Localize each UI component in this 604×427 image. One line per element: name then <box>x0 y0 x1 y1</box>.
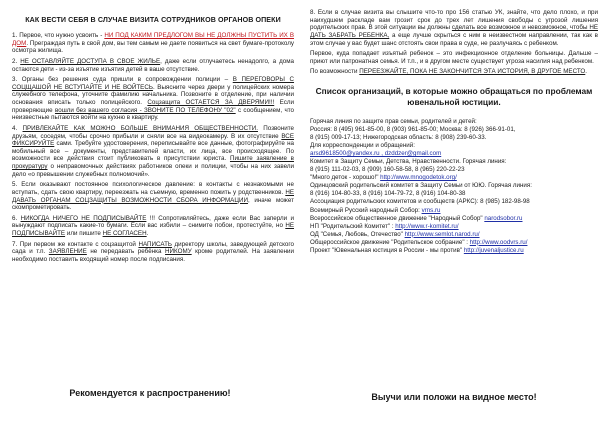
highlight: В ПЕРЕГОВОРЫ С СОЦЩАШОЙ НЕ ВСТУПАЙТЕ И НЕ ВОЙТЕСЬ <box>12 76 295 91</box>
text: НП "Родительский Комитет" : <box>310 222 396 230</box>
text: Если проверяющие <box>12 99 294 114</box>
org-line: 8 (915) 111-02-03, 8 (909) 160-58-58, 8 (965) 220-22-23 <box>310 166 465 174</box>
org-line: 8 (916) 104-80-33, 8 (916) 104-79-72, 8 (916) 104-80-38 <box>310 190 466 198</box>
left-column <box>0 0 300 427</box>
text: . Преграждая путь в свой дом, вы тем самым не даете появиться на свет бумаге-протоколу осмотра жилища. <box>12 39 294 55</box>
text: 5. Если оказывают постоянное психологическое давление: в контакты с незнакомыми не вступать, сдать свою квартиру, переезжать на съемную, временно пожить у родственников. <box>12 181 294 196</box>
org-line: Горячая линия по защите прав семьи, родителей и детей: <box>310 117 477 125</box>
text: Позвоните друзьям, соседям, чтобы срочно прибыли и сняли все на видеокамеру. В их отсутствие <box>12 124 294 140</box>
text: , иначе может скомпрометировать. <box>12 196 294 212</box>
org-line: Комитет в Защиту Семьи, Детства, Нравственности. Горячая линия: <box>310 158 507 166</box>
text: 7. При первом же контакте с соцзащитой <box>12 240 139 248</box>
text: сами. Требуйте удостоверения, переписывайте все данные, фотографируйте на мобильный все – документы, представителей власти, их лица, все происходящее. По возможности все действия стоит публиковать в присутствии юриста. <box>12 140 294 163</box>
highlight: НИ ПОД КАКИМ ПРЕДЛОГОМ ВЫ НЕ ДОЛЖНЫ ПУСТИТЬ ИХ В ДОМ <box>12 32 294 47</box>
org-juvenal <box>310 247 598 255</box>
highlight: НЕ СОГЛАСЕН <box>102 230 147 237</box>
paragraph-5 <box>12 181 294 212</box>
page-title: КАК ВЕСТИ СЕБЯ В СЛУЧАЕ ВИЗИТА СОТРУДНИКОВ ОРГАНОВ ОПЕКИ <box>25 16 281 24</box>
text: !!! Сопротивляйтесь, даже если Вас заперли и вынуждают подписать какие-то бумаги. Если вас избили – снимите побои, протестуйте, но <box>12 214 295 230</box>
paragraph-2 <box>12 58 294 73</box>
paragraph-4 <box>12 125 294 178</box>
highlight: ПЕРЕЕЗЖАЙТЕ, ПОКА НЕ ЗАКОНЧИТСЯ ЭТА ИСТОРИЯ, В ДРУГОЕ МЕСТО <box>359 68 586 76</box>
juvenaljustice-link[interactable]: http://juvenaljustice.ru <box>463 246 524 254</box>
text: Общероссийское движение "Родительское собрание" : <box>310 238 470 246</box>
text: директору школы, заведующей детского сада и т.п. <box>12 240 294 256</box>
text: "Много деток - хорошо!" <box>310 174 381 182</box>
text: 3. Органы без решения суда пришли в сопровождении полиции – <box>12 76 233 84</box>
text: . Выясните через двери у полицейских номера служебного телефона, уточните фамилию начальника. Позвоните в отделение, при наличии основания вписать только полицейского. <box>12 83 294 106</box>
text: . <box>585 68 588 76</box>
org-sobor <box>310 215 598 223</box>
highlight: вошли без вашего согласия - ЗВОНИТЕ ПО ТЕЛЕФОНУ "02" <box>54 106 236 114</box>
text: с сообщением, что неизвестные пытаются войти на кухню в квартиру. <box>12 106 294 122</box>
org-oodvrs <box>310 239 598 247</box>
paragraph-10 <box>310 68 598 76</box>
org-line: Для корреспонденции и обращений: <box>310 142 415 150</box>
text: 4. <box>12 124 23 132</box>
text: или пишите <box>65 230 103 237</box>
highlight: НЕ ОСТАВЛЯЙТЕ ДОСТУПА В СВОЕ ЖИЛЬЕ <box>20 57 161 65</box>
org-vrns <box>310 207 598 215</box>
org-rkomitet <box>310 223 598 231</box>
text: Всемирный Русский народный Собор: <box>310 206 422 214</box>
oodvrs-link[interactable]: http://www.oodvrs.ru/ <box>469 238 528 246</box>
text: 6. <box>12 214 21 222</box>
text: . <box>146 230 149 237</box>
org-line: Ассоциация родительских комитетов и сообществ (АРКС): 8 (985) 182-98-98 <box>310 198 530 206</box>
highlight: Соцзащита ОСТАЕТСЯ ЗА ДВЕРЯМИ!!! <box>147 99 275 106</box>
right-column <box>304 0 604 427</box>
paragraph-7 <box>12 241 294 264</box>
email-line <box>310 150 598 158</box>
text: не передавать ребёнка <box>86 248 166 256</box>
highlight: ЗАЯВЛЕНИЕ <box>48 248 87 256</box>
vrns-link[interactable]: vrns.ru <box>421 206 441 214</box>
text: а еще лучше скрыться с ним в неизвестном направлении, так как в этом случае у вас будет шанс отстоять свои права в суде, не разлучаясь с ребенком. <box>310 31 598 47</box>
text: 1. Первое, что нужно усвоить - <box>12 32 105 39</box>
semlot-link[interactable]: http://www.semlot.narod.ru/ <box>404 230 480 238</box>
paragraph-3 <box>12 76 294 122</box>
footer-slogan-left: Рекомендуется к распространению! <box>69 388 231 398</box>
highlight: Пишите заявление в прокуратуру <box>12 155 294 170</box>
highlight: НЕ ПОДПИСЫВАЙТЕ <box>12 222 294 237</box>
org-line: Одинцовский родительский комитет в Защиту Семьи от ЮЮ. Горячая линия: <box>310 182 532 190</box>
text: По возможности <box>310 68 360 76</box>
footer-slogan-right: Выучи или положи на видное место! <box>371 392 537 402</box>
org-mnogo <box>310 174 598 182</box>
rkomitet-link[interactable]: http://www.r-komitet.ru/ <box>395 222 459 230</box>
mnogodetok-link[interactable]: http://www.mnogodetok.org/ <box>380 174 457 182</box>
paragraph-6 <box>12 215 294 238</box>
highlight: НАПИСАТЬ <box>138 240 173 248</box>
email-link[interactable]: arsd9618500@yandex.ru , dzddzer@gmail.com <box>310 150 442 158</box>
org-line: Россия: 8 (495) 961-85-00, 8 (903) 961-85-00; Москва: 8 (926) 366-91-01, <box>310 125 516 133</box>
text: Всероссийское общественное движение "Народный Собор" <box>310 214 485 222</box>
highlight: ВСЕ ФИКСИРУЙТЕ <box>12 132 294 148</box>
highlight: сделать все возможное и невозможное, чтобы НЕ ДАТЬ ЗАБРАТЬ РЕБЕНКА, <box>310 24 598 39</box>
text: о неправомочных действиях работников опеки и полиции, чтобы на них завели дело «о превышении служебных полномочий». <box>12 163 294 178</box>
org-line: 8 (915) 009-17-13; Нижегородская область: 8 (908) 239-60-33. <box>310 133 487 141</box>
paragraph-9: Первое, куда попадает изъятый ребенок – это инфекционное отделение больницы. Дальше – приют или патронатная семья. И т.п., и в другом месте существует угроза насилия над ребенком. <box>310 50 598 65</box>
text: кроме родителей. На заявлении необходимо поставить входящий номер после подписания. <box>12 248 295 263</box>
highlight: ПРИВЛЕКАЙТЕ КАК МОЖНО БОЛЬШЕ ВНИМАНИЯ ОБЩЕСТВЕННОСТИ. <box>22 124 258 132</box>
narodsobor-link[interactable]: narodsobor.ru <box>484 214 523 222</box>
paragraph-8 <box>310 9 598 47</box>
text: , даже если отлучаетесь ненадолго, а дома остаются дети - из-за изъятие изъятия детей в ваше отсутствие. <box>12 57 294 73</box>
text: Проект "Ювенальная юстиция в России - мы против" <box>310 246 464 254</box>
organizations-title: Список организаций, в которые можно обращаться по проблемам ювенальной юстиции. <box>315 86 593 107</box>
text: 2. <box>12 57 21 65</box>
text: ОД "Семья, Любовь, Отечество" <box>310 230 405 238</box>
highlight: НЕ ДАВАТЬ ОРГАНАМ СОЦЗАЩИТЫ ВОЗМОЖНОСТИ СБОРА ИНФОРМАЦИИ <box>12 188 294 204</box>
paragraph-1 <box>12 32 294 55</box>
highlight: НИКОМУ <box>165 248 192 256</box>
highlight: НИКОГДА НИЧЕГО НЕ ПОДПИСЫВАЙТЕ <box>20 214 147 222</box>
org-semlot <box>310 231 598 239</box>
text: 8. Если в случае визита вы слышите что-то про 156 статью УК, знайте, что дело плохо, и при наихудшем раскладе вам грозит срок до трех лет лишения свободы с угрозой лишения родительских прав. В этой ситуации вы должны <box>310 9 598 32</box>
